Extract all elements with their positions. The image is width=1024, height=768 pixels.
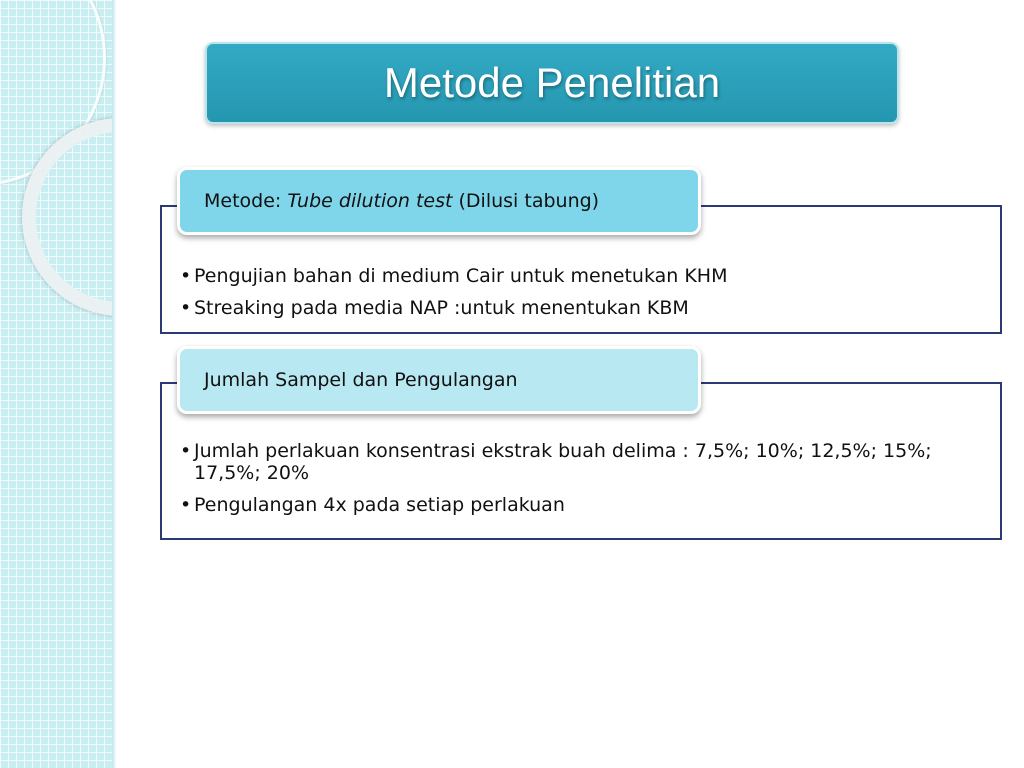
label-suffix: (Dilusi tabung) — [452, 190, 600, 212]
decorative-sidebar — [0, 0, 112, 768]
label-italic: Tube dilution test — [287, 190, 453, 212]
list-item: • Jumlah perlakuan konsentrasi ekstrak buah delima : 7,5%; 10%; 12,5%; 15%; 17,5%; 20% — [170, 440, 990, 484]
slide-title: Metode Penelitian — [383, 59, 721, 106]
sidebar-edge — [112, 0, 116, 768]
title-banner — [205, 42, 899, 124]
bullet-list — [170, 265, 990, 319]
list-item: • Streaking pada media NAP :untuk menentukan KBM — [170, 297, 990, 319]
section-label-samples — [177, 346, 701, 414]
label-text: Jumlah Sampel dan Pengulangan — [204, 369, 518, 391]
list-item: • Pengulangan 4x pada setiap perlakuan — [170, 494, 990, 516]
section-label-method — [177, 167, 701, 235]
bullet-list — [170, 440, 990, 516]
label-prefix: Metode: — [204, 190, 288, 212]
list-item: • Pengujian bahan di medium Cair untuk menetukan KHM — [170, 265, 990, 287]
